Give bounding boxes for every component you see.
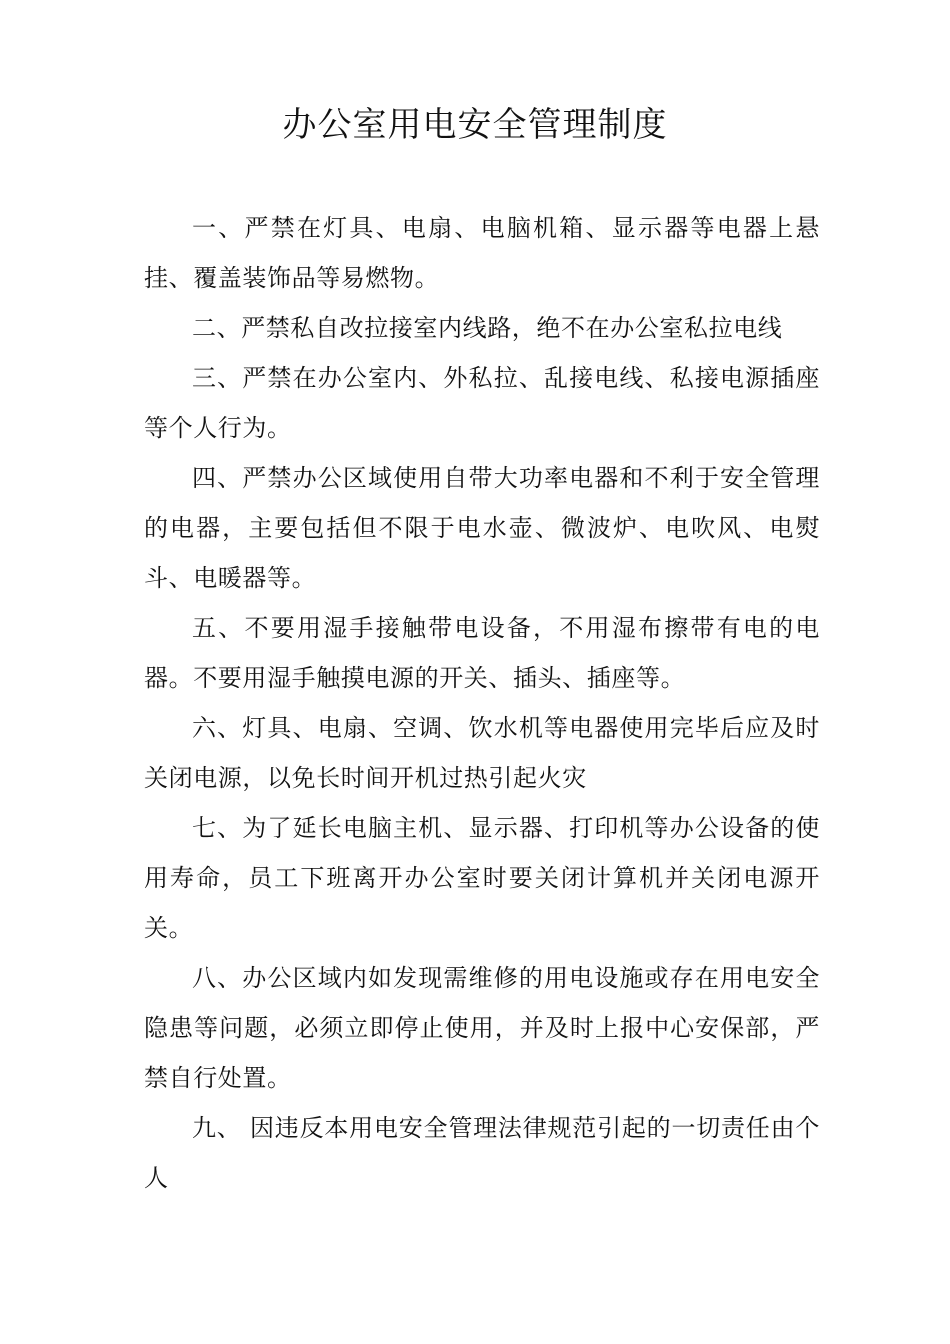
paragraph-1: 一、严禁在灯具、电扇、电脑机箱、显示器等电器上悬挂、覆盖装饰品等易燃物。 — [144, 214, 820, 292]
document-body — [144, 203, 820, 1203]
paragraph-8: 八、办公区域内如发现需维修的用电设施或存在用电安全隐患等问题，必须立即停止使用，并及时上报中心安保部，严禁自行处置。 — [144, 964, 820, 1092]
document-title: 办公室用电安全管理制度 — [282, 105, 668, 145]
paragraph-4: 四、严禁办公区域使用自带大功率电器和不利于安全管理的电器，主要包括但不限于电水壶、微波炉、电吹风、电熨斗、电暖器等。 — [144, 464, 820, 592]
paragraph-7: 七、为了延长电脑主机、显示器、打印机等办公设备的使用寿命，员工下班离开办公室时要关闭计算机并关闭电源开关。 — [144, 814, 820, 942]
paragraph-9: 九、 因违反本用电安全管理法律规范引起的一切责任由个人 — [144, 1114, 820, 1192]
paragraph-5: 五、不要用湿手接触带电设备，不用湿布擦带有电的电器。不要用湿手触摸电源的开关、插头、插座等。 — [144, 614, 820, 692]
paragraph-6: 六、灯具、电扇、空调、饮水机等电器使用完毕后应及时关闭电源，以免长时间开机过热引起火灾 — [144, 714, 820, 792]
paragraph-3: 三、严禁在办公室内、外私拉、乱接电线、私接电源插座等个人行为。 — [144, 364, 820, 442]
paragraph-2: 二、严禁私自改拉接室内线路，绝不在办公室私拉电线 — [192, 314, 783, 342]
